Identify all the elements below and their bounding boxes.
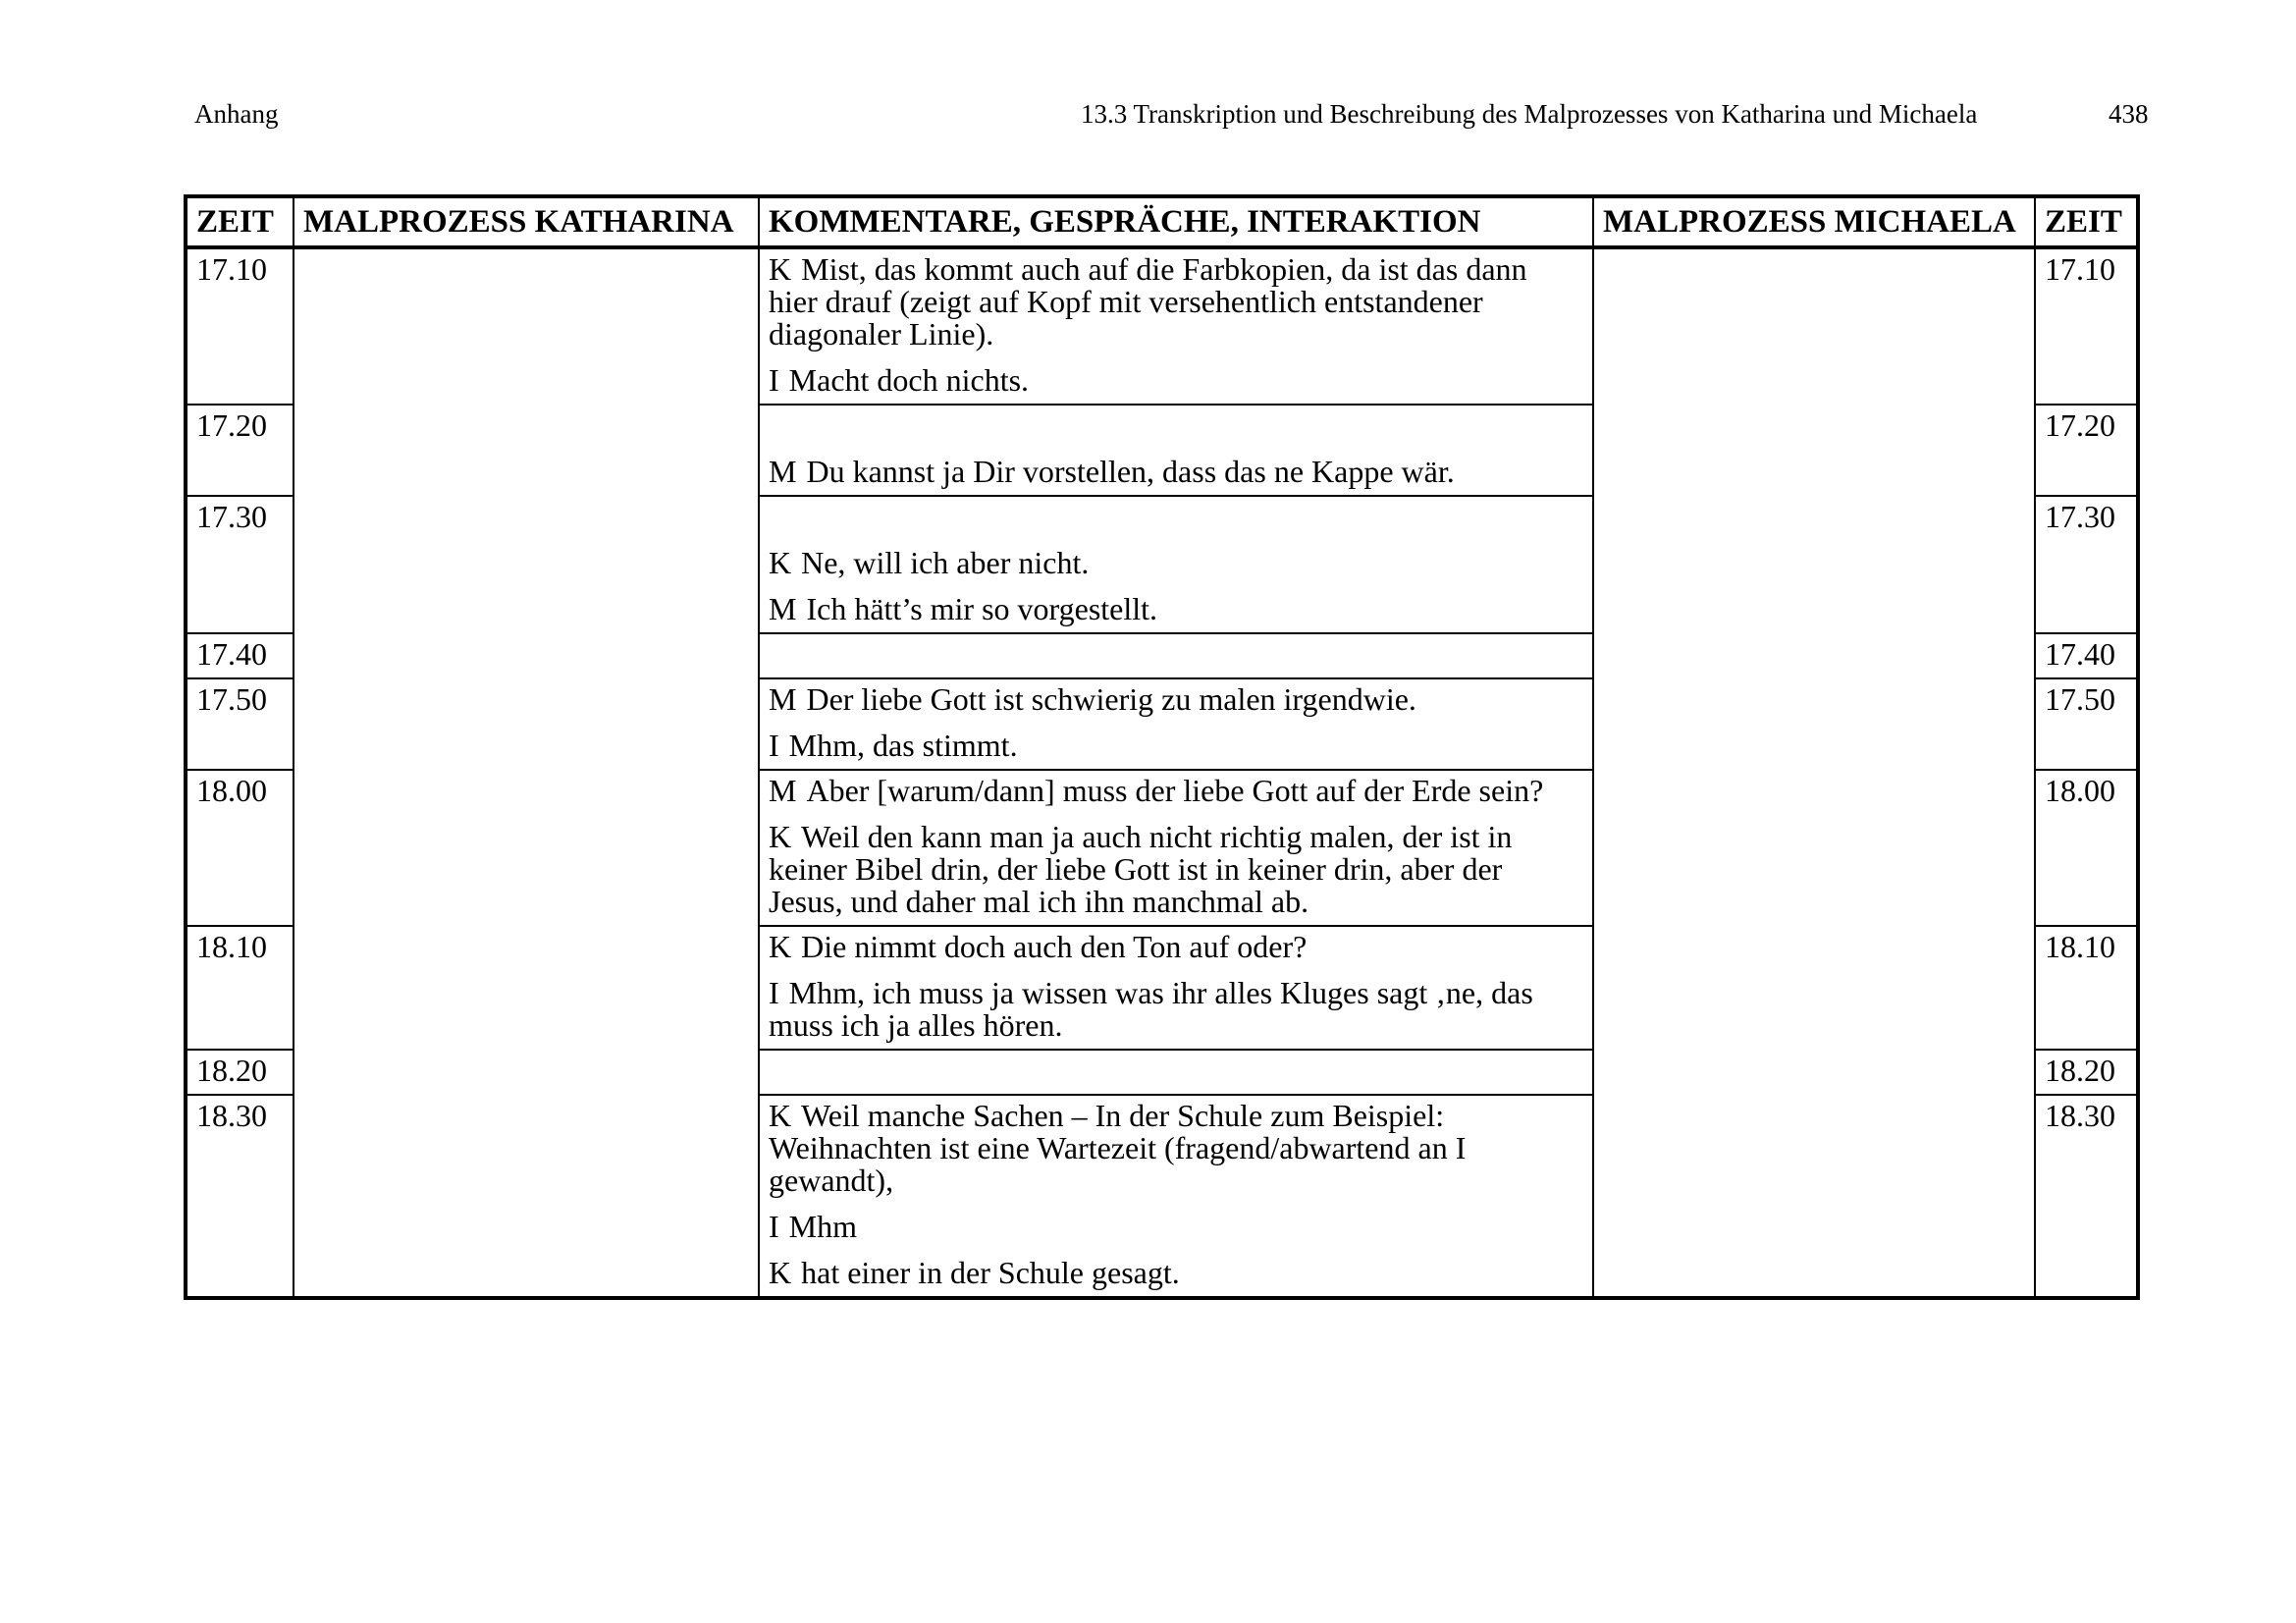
speaker: K xyxy=(769,1098,792,1133)
time-cell-right: 17.20 xyxy=(2035,405,2138,496)
utterance-text: Der liebe Gott ist schwierig zu malen irgendwie. xyxy=(806,681,1416,717)
speaker: I xyxy=(769,362,779,398)
column-header-malprozess-katharina: MALPROZESS KATHARINA xyxy=(294,196,759,247)
time-cell-left: 17.40 xyxy=(186,633,294,678)
comment-cell xyxy=(759,1050,1593,1095)
time-cell-left: 17.50 xyxy=(186,678,294,770)
speaker: M xyxy=(769,681,797,717)
utterance xyxy=(769,977,1583,1042)
speaker: M xyxy=(769,591,797,626)
utterance-text: Weil den kann man ja auch nicht richtig malen, der ist in keiner Bibel drin, der liebe Gott ist in keiner drin, aber der Jesus, und daher mal ich ihn manchmal ab. xyxy=(769,819,1513,919)
speaker: K xyxy=(769,545,792,580)
time-cell-left: 18.20 xyxy=(186,1050,294,1095)
column-header-zeit-left: ZEIT xyxy=(186,196,294,247)
utterance xyxy=(769,683,1583,716)
speaker: M xyxy=(769,773,797,808)
utterance xyxy=(769,364,1583,397)
utterance xyxy=(769,1211,1583,1243)
utterance-text: Mhm xyxy=(788,1209,857,1244)
utterance xyxy=(769,931,1583,963)
time-cell-right: 18.20 xyxy=(2035,1050,2138,1095)
running-header-title: 13.3 Transkription und Beschreibung des Malprozesses von Katharina und Michaela xyxy=(1081,99,1978,129)
time-cell-left: 18.10 xyxy=(186,926,294,1050)
utterance-text: hat einer in der Schule gesagt. xyxy=(801,1255,1180,1290)
utterance xyxy=(769,593,1583,625)
comment-cell xyxy=(759,405,1593,496)
time-cell-right: 17.10 xyxy=(2035,247,2138,405)
table-header-row xyxy=(186,196,2138,247)
time-cell-right: 18.30 xyxy=(2035,1095,2138,1298)
utterance xyxy=(769,730,1583,762)
malprozess-katharina-cell xyxy=(294,247,759,1298)
malprozess-michaela-cell xyxy=(1593,247,2035,1298)
comment-cell xyxy=(759,247,1593,405)
utterance-text: Ne, will ich aber nicht. xyxy=(801,545,1090,580)
comment-cell xyxy=(759,1095,1593,1298)
utterance xyxy=(769,1100,1583,1197)
transcription-table xyxy=(184,194,2140,1300)
utterance-text: Mist, das kommt auch auf die Farbkopien, da ist das dann hier drauf (zeigt auf Kopf mit versehentlich entstandener diagonaler Linie). xyxy=(769,251,1527,352)
utterance xyxy=(769,547,1583,579)
comment-cell xyxy=(759,770,1593,926)
utterance-text: Ich hätt’s mir so vorgestellt. xyxy=(806,591,1158,626)
column-header-kommentare: KOMMENTARE, GESPRÄCHE, INTERAKTION xyxy=(759,196,1593,247)
time-cell-right: 18.10 xyxy=(2035,926,2138,1050)
utterance-text: Macht doch nichts. xyxy=(788,362,1030,398)
utterance-text: Aber [warum/dann] muss der liebe Gott auf der Erde sein? xyxy=(806,773,1544,808)
utterance xyxy=(769,775,1583,807)
speaker: I xyxy=(769,728,779,763)
utterance xyxy=(769,821,1583,918)
speaker: K xyxy=(769,929,792,964)
time-cell-left: 18.30 xyxy=(186,1095,294,1298)
column-header-malprozess-michaela: MALPROZESS MICHAELA xyxy=(1593,196,2035,247)
time-cell-right: 18.00 xyxy=(2035,770,2138,926)
speaker: K xyxy=(769,251,792,287)
speaker: K xyxy=(769,1255,792,1290)
time-cell-left: 17.30 xyxy=(186,496,294,633)
time-cell-left: 17.20 xyxy=(186,405,294,496)
speaker: M xyxy=(769,454,797,489)
comment-cell xyxy=(759,678,1593,770)
utterance xyxy=(769,1257,1583,1289)
utterance xyxy=(769,253,1583,351)
page-number: 438 xyxy=(2109,99,2149,129)
utterance xyxy=(769,456,1583,488)
table-header xyxy=(186,196,2138,247)
utterance-text: Du kannst ja Dir vorstellen, dass das ne Kappe wär. xyxy=(806,454,1455,489)
time-cell-right: 17.40 xyxy=(2035,633,2138,678)
comment-cell xyxy=(759,926,1593,1050)
utterance-text: Weil manche Sachen – In der Schule zum Beispiel: Weihnachten ist eine Wartezeit (fragend/abwartend an I gewandt), xyxy=(769,1098,1467,1198)
utterance-text: Die nimmt doch auch den Ton auf oder? xyxy=(801,929,1308,964)
running-header-section: Anhang xyxy=(194,99,279,129)
time-cell-left: 17.10 xyxy=(186,247,294,405)
comment-cell xyxy=(759,633,1593,678)
time-cell-right: 17.50 xyxy=(2035,678,2138,770)
time-cell-left: 18.00 xyxy=(186,770,294,926)
time-cell-right: 17.30 xyxy=(2035,496,2138,633)
speaker: I xyxy=(769,975,779,1010)
utterance-text: Mhm, ich muss ja wissen was ihr alles Kluges sagt ‚ne, das muss ich ja alles hören. xyxy=(769,975,1533,1043)
table-body xyxy=(186,247,2138,1298)
speaker: I xyxy=(769,1209,779,1244)
table-row xyxy=(186,247,2138,405)
speaker: K xyxy=(769,819,792,854)
utterance-text: Mhm, das stimmt. xyxy=(788,728,1018,763)
comment-cell xyxy=(759,496,1593,633)
column-header-zeit-right: ZEIT xyxy=(2035,196,2138,247)
